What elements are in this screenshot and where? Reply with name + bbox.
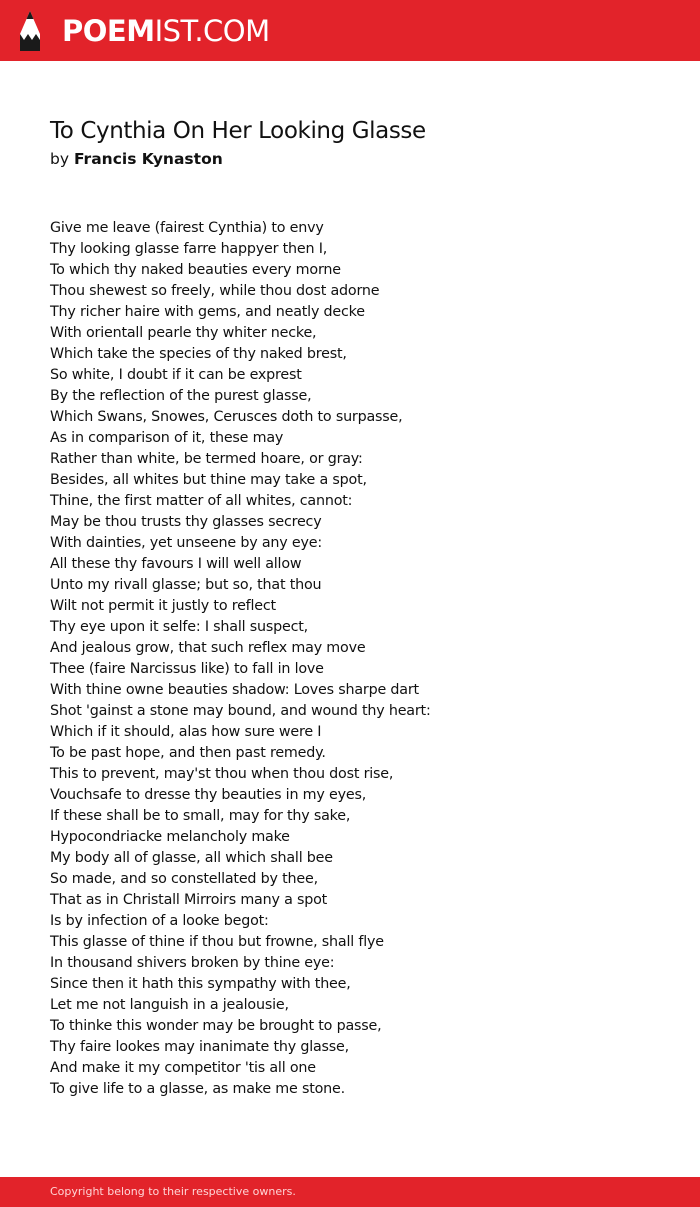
poem-line: To thinke this wonder may be brought to passe, [50, 1018, 382, 1034]
poem-line: This glasse of thine if thou but frowne, shall flye [50, 934, 384, 950]
poem-line: Is by infection of a looke begot: [50, 913, 269, 929]
poem-line: Vouchsafe to dresse thy beauties in my eyes, [50, 787, 367, 803]
poem-line: With thine owne beauties shadow: Loves sharpe dart [50, 682, 419, 698]
poem-line: May be thou trusts thy glasses secrecy [50, 514, 322, 530]
poem-line: Since then it hath this sympathy with thee, [50, 976, 351, 992]
by-label: by [50, 150, 70, 168]
poem-line: Thy richer haire with gems, and neatly decke [50, 304, 365, 320]
poem-line: To give life to a glasse, as make me stone. [50, 1081, 345, 1097]
poem-line: Thy faire lookes may inanimate thy glasse, [50, 1039, 349, 1055]
poem-line: With orientall pearle thy whiter necke, [50, 325, 317, 341]
poem-line: To be past hope, and then past remedy. [50, 745, 326, 761]
poem-title: To Cynthia On Her Looking Glasse [50, 118, 426, 144]
poem-line: This to prevent, may'st thou when thou dost rise, [50, 766, 394, 782]
poem-line: Give me leave (fairest Cynthia) to envy [50, 220, 324, 236]
poem-line: Which Swans, Snowes, Cerusces doth to surpasse, [50, 409, 403, 425]
poem-line: And jealous grow, that such reflex may move [50, 640, 366, 656]
poem-line: Hypocondriacke melancholy make [50, 829, 290, 845]
poem-line: Thou shewest so freely, while thou dost adorne [50, 283, 380, 299]
poem-line: Besides, all whites but thine may take a spot, [50, 472, 367, 488]
poem-line: To which thy naked beauties every morne [50, 262, 341, 278]
poem-line: And make it my competitor 'tis all one [50, 1060, 316, 1076]
poem-line: Which take the species of thy naked brest, [50, 346, 347, 362]
poem-line: Thy looking glasse farre happyer then I, [50, 241, 328, 257]
poem-line: Wilt not permit it justly to reflect [50, 598, 276, 614]
poem-line: Thine, the first matter of all whites, cannot: [50, 493, 353, 509]
poem-line: So white, I doubt if it can be exprest [50, 367, 302, 383]
site-header [0, 0, 700, 61]
poem-line: Which if it should, alas how sure were I [50, 724, 322, 740]
poem-line: Thy eye upon it selfe: I shall suspect, [50, 619, 308, 635]
poem-line: By the reflection of the purest glasse, [50, 388, 312, 404]
poem-line: Unto my rivall glasse; but so, that thou [50, 577, 322, 593]
poem-line: My body all of glasse, all which shall bee [50, 850, 333, 866]
pencil-tip-icon[interactable] [18, 10, 42, 52]
author-name: Francis Kynaston [73, 150, 223, 168]
byline [50, 149, 223, 169]
poem-line: Thee (faire Narcissus like) to fall in love [50, 661, 324, 677]
site-logo[interactable] [62, 13, 270, 49]
poem-line: With dainties, yet unseene by any eye: [50, 535, 322, 551]
logo-bold-text: POEM [62, 14, 155, 48]
poem-line: Let me not languish in a jealousie, [50, 997, 289, 1013]
poem-line: In thousand shivers broken by thine eye: [50, 955, 335, 971]
logo-light-text: IST.COM [154, 14, 270, 48]
poem-line: Rather than white, be termed hoare, or gray: [50, 451, 363, 467]
copyright-notice: Copyright belong to their respective owners. [50, 1185, 296, 1198]
poem-line: All these thy favours I will well allow [50, 556, 302, 572]
poem-line: As in comparison of it, these may [50, 430, 284, 446]
poem-line: Shot 'gainst a stone may bound, and wound thy heart: [50, 703, 431, 719]
poem-line: So made, and so constellated by thee, [50, 871, 318, 887]
poem-line: If these shall be to small, may for thy sake, [50, 808, 351, 824]
site-footer [0, 1177, 700, 1207]
poem-line: That as in Christall Mirroirs many a spot [50, 892, 328, 908]
poem-body [50, 218, 431, 1100]
